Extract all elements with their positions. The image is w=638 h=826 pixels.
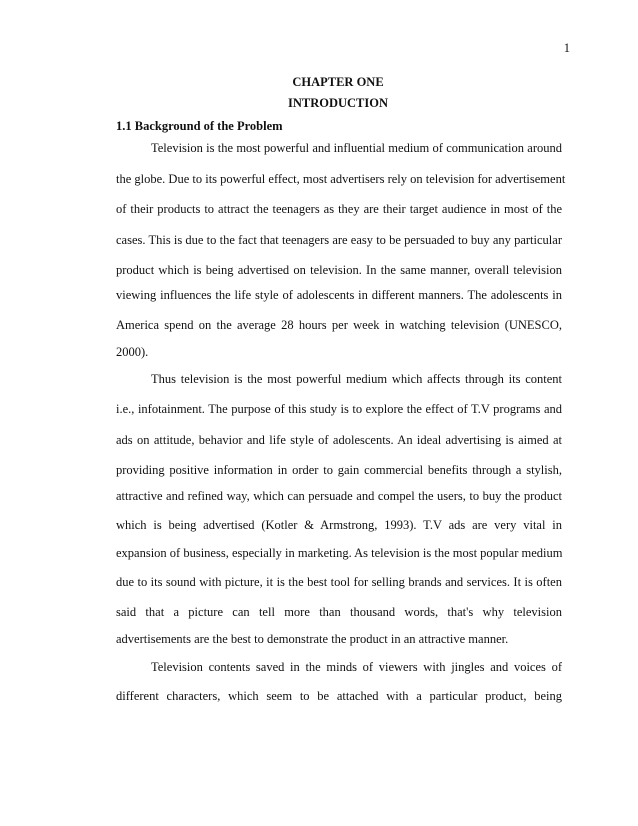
paragraph-line: Television is the most powerful and influential medium of communication around	[151, 141, 562, 155]
section-heading: 1.1 Background of the Problem	[116, 119, 283, 133]
paragraph-line: i.e., infotainment. The purpose of this study is to explore the effect of T.V programs and	[116, 402, 562, 416]
paragraph-line: 2000).	[116, 345, 149, 359]
chapter-label: CHAPTER ONE	[292, 75, 384, 89]
paragraph-line: Television contents saved in the minds of viewers with jingles and voices of	[151, 660, 562, 674]
paragraph-line: ads on attitude, behavior and life style of adolescents. An ideal advertising is aimed at	[116, 433, 562, 447]
paragraph-line: product which is being advertised on television. In the same manner, overall television	[116, 263, 562, 277]
paragraph-line: advertisements are the best to demonstrate the product in an attractive manner.	[116, 632, 509, 646]
paragraph-line: expansion of business, especially in marketing. As television is the most popular medium	[116, 546, 563, 560]
paragraph-line: viewing influences the life style of adolescents in different manners. The adolescents in	[116, 288, 562, 302]
paragraph-line: attractive and refined way, which can persuade and compel the users, to buy the product	[116, 489, 562, 503]
paragraph-line: Thus television is the most powerful medium which affects through its content	[151, 372, 562, 386]
paragraph-line: different characters, which seem to be attached with a particular product, being	[116, 689, 562, 703]
paragraph-line: the globe. Due to its powerful effect, most advertisers rely on television for advertisement	[116, 172, 566, 186]
paragraph-line: of their products to attract the teenagers as they are their target audience in most of the	[116, 202, 562, 216]
paragraph-line: said that a picture can tell more than thousand words, that's why television	[116, 605, 562, 619]
page-number: 1	[563, 41, 570, 55]
paragraph-line: due to its sound with picture, it is the best tool for selling brands and services. It is often	[116, 575, 562, 589]
paragraph-line: cases. This is due to the fact that teenagers are easy to be persuaded to buy any particular	[116, 233, 562, 247]
chapter-title: INTRODUCTION	[287, 96, 388, 110]
paragraph-line: America spend on the average 28 hours per week in watching television (UNESCO,	[116, 318, 562, 332]
paragraph-line: which is being advertised (Kotler & Armstrong, 1993). T.V ads are very vital in	[116, 518, 562, 532]
paragraph-line: providing positive information in order to gain commercial benefits through a stylish,	[116, 463, 562, 477]
